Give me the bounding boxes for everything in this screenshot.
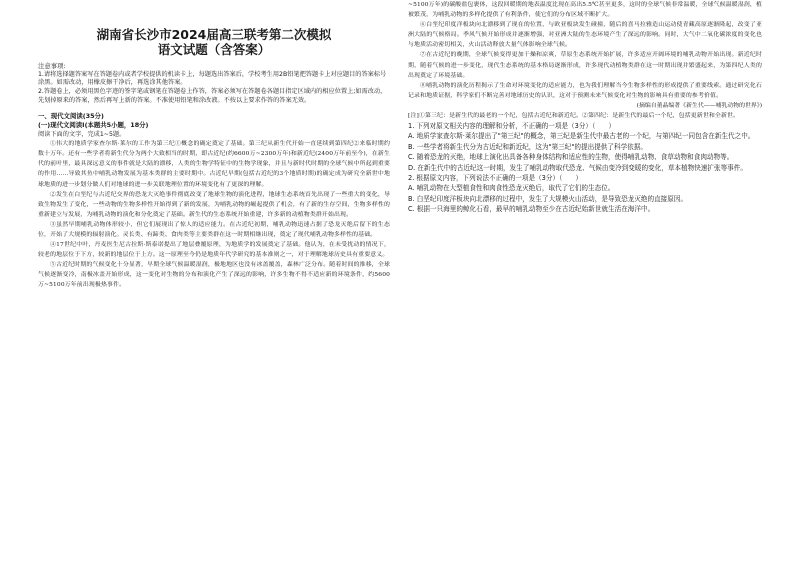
passage-paragraph: ⑥白垩纪印度洋板块向北漂移到了现在的位置，与欧亚板块发生碰撞，随后的喜马拉雅造山运动使青藏高原逐渐隆起，改变了亚洲大陆的气候格局。季风气候开始形成并逐渐增强，对亚洲大陆的生态环境产生了深远的影响。同时，大气中二氧化碳浓度的变化也与地质活动密切相关，火山活动释放大量气体影响全球气候。: [408, 22, 762, 49]
passage-paragraph: ⑤古近纪时期的气候变化十分显著，早期全球气候温暖湿润，极地地区也没有冰盖覆盖，森林广泛分布。随着时间的推移，全球气候逐渐变冷，南极冰盖开始形成，这一变化对生物的分布和演化产生了深远的影响，许多生物不得不适应新的环境条件，约5600万~5100万年前出现极热事件。: [38, 262, 390, 289]
passage-paragraph: ⑧哺乳动物的演化历程揭示了生命对环境变化的适应能力，也为我们理解当今生物多样性的形成提供了重要线索。通过研究化石记录和地质证据，科学家们不断完善对地球历史的认识，这对于预测未来气候变化对生物的影响具有重要的参考价值。: [408, 82, 762, 99]
question-2-stem: 2. 根据原文内容，下列说法不正确的一项是（3分）（ ）: [408, 174, 583, 183]
question-1-option-a: A. 地质学家查尔斯·莱尔提出了"第三纪"的概念，第三纪是新生代中最古老的一个纪，与第四纪一同包含在新生代之中。: [408, 132, 755, 141]
passage-paragraph: ②发生在白垩纪与古近纪交界的恐龙大灭绝事件彻底改变了地球生物的演化进程，地球生态系统首先出现了一些重大的变化，导致生物发生了变化，一些动物的生物多样性开始得到了新的发展，为哺乳动物的崛起提供了机会，有了新的生存空间，生物多样性的重新建立与发展，为哺乳动物的演化和分化奠定了基础。新生代的生态系统开始重建，许多新的动植物类群开始出现。: [38, 191, 390, 218]
exam-subtitle: 语文试题（含答案）: [157, 42, 271, 57]
passage-note: [注]①第三纪：是新生代的最老的一个纪，包括古近纪和新近纪。②第四纪：是新生代的最后一个纪，包括更新世和全新世。: [408, 112, 740, 119]
question-2-option-c: C. 根据一只海里的鲸化石看，最早的哺乳动物至少在古近纪始新世就生活在海洋中。: [408, 205, 655, 214]
exam-title: 湖南省长沙市2024届高三联考第二次模拟: [96, 27, 332, 42]
passage-paragraph: ①伟大的地质学家查尔斯·莱尔的工作为第三纪①概念的确定奠定了基础。第三纪从新生代开始一直延续到第四纪②来临时期约数十万年。还有一些学者将新生代分为两个大致相当的时期，即古近纪(约6600万~2300万年)和新近纪(2400万年前至今)，在新生代的前叶里，最具深远意义的事件就是大陆的漂移，人类的生物学特征中的生物学现象，并且与新时代时期的全球气候中所起到重要的作用……导致其鱼中哺乳动物发展为基本类群的主要时期中。古近纪早期(包括古近纪的3个地质时期)的确定成为研究全新世中地球地质的进一步划分做人们对地球的进一步关联地理位置的环境变化有了更深的理解。: [38, 141, 390, 188]
passage-paragraph: ~5100万年)的碳酸盐包裹体，这段回暖期的地表温度比现在高出5.5℃甚至更多，这时的全球气候非常温暖，全球气候温暖湿润，植被繁茂，为哺乳动物的多样化提供了有利条件，使它们的分布区域不断扩大。: [408, 2, 762, 19]
passage-paragraph: ⑦在古近纪的晚期，全球气候变得更加干燥和凉爽，草原生态系统开始扩展，许多适应开阔环境的哺乳动物开始出现。新近纪时期，随着气候的进一步变化，现代生态系统的基本格局逐渐形成，许多现代动植物类群在这一时期出现并繁盛起来，为第四纪人类的出现奠定了环境基础。: [408, 52, 762, 79]
question-1-option-d: D. 在新生代中的古近纪这一时期，发生了哺乳动物取代恐龙、气候由变冷到变暖的变化，草本植物快速扩张等事件。: [408, 163, 747, 172]
note-item: 2.答题卷上，必须用黑色字迹的签字笔或钢笔在答题卷上作答，答案必须写在答题卷各题目指定区域内的相应位置上;如需改动，先划掉原来的答案，然后再写上新的答案。不准使用铅笔和涂改液。不按以上要求作答的答案无效。: [38, 87, 387, 104]
question-2-option-a: A. 哺乳动物在大型植食性和肉食性恐龙灭绝后，取代了它们的生态位。: [408, 184, 615, 193]
section-intro: 阅读下面的文字，完成1~5题。: [38, 131, 126, 139]
passage-paragraph: ③虽然早期哺乳动物体形较小，但它们展现出了惊人的适应能力。在古近纪初期，哺乳动物迅速占据了恐龙灭绝后留下的生态位，开始了大规模的辐射演化。灵长类、有蹄类、食肉类等主要类群在这一时期相继出现，奠定了现代哺乳动物多样性的基础。: [38, 221, 390, 239]
section-heading: 一、现代文阅读(35分): [38, 112, 104, 121]
question-1-option-c: C. 随着恐龙的灭绝，地球上演化出具备各种身体结构和适应性的生物，使得哺乳动物、食草动物和食肉动物等。: [408, 153, 734, 162]
note-item: 1.请将选择题答案写在答题卷内或者学校提供的机读卡上，每题选出答案后，学校考生用2B铅笔把答题卡上对应题目的答案标号涂黑。如需改动，用橡皮擦干净后，再选涂其他答案。: [38, 70, 387, 87]
passage-paragraph: ④17世纪中叶，丹麦医生尼古拉斯·斯泰诺提出了地层叠覆原理，为地质学的发展奠定了基础。他认为，在未受扰动的情况下，较老的地层位于下方，较新的地层位于上方。这一原理至今仍是地质年代学研究的基本准则之一，对于理解地球历史具有重要意义。: [38, 242, 390, 259]
notes-heading: 注意事项:: [38, 62, 66, 70]
question-1-stem: 1. 下列对原文相关内容的理解和分析，不正确的一项是（3分）（ ）: [408, 122, 616, 131]
left-column: [38, 0, 390, 561]
right-column: [408, 0, 762, 561]
section-subheading: (一)现代文阅读Ⅰ(本题共5小题，18分): [38, 121, 149, 130]
question-1-option-b: B. 一些学者将新生代分为古近纪和新近纪，这为"第三纪"的提出提供了科学依据。: [408, 142, 647, 151]
question-2-option-b: B. 白垩纪印度洋板块向北漂移的过程中，发生了大规模火山活动，是导致恐龙灭绝的直接原因。: [408, 194, 688, 203]
passage-citation: (摘编自董晶编著《新生代——哺乳动物的世界》): [636, 102, 762, 109]
